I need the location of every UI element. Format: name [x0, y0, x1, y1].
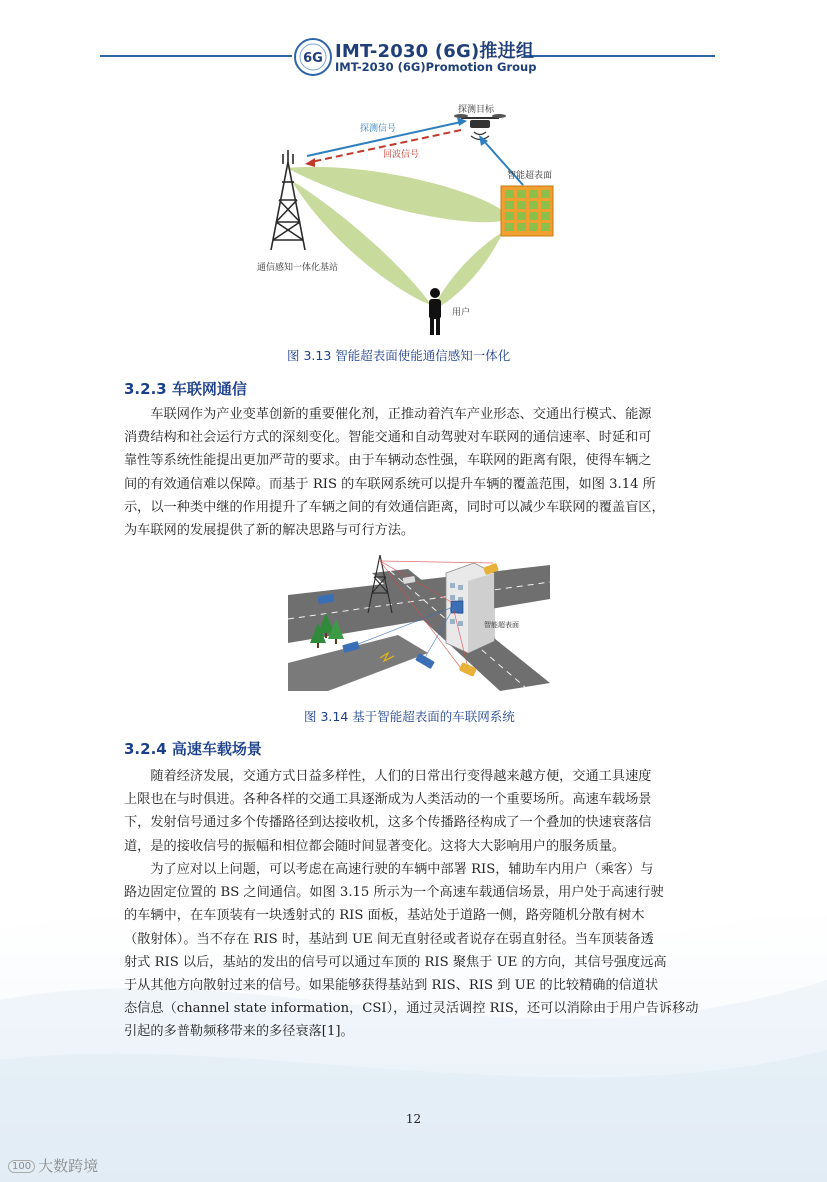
- paragraph-line: 为车联网的发展提供了新的解决思路与可行方法。: [124, 523, 415, 539]
- section-3-2-3-heading: 3.2.3 车联网通信: [124, 380, 247, 398]
- figure-3-14-vehicular-network-diagram: [288, 543, 550, 691]
- paragraph-line: 下，发射信号通过多个传播路径到达接收机，这多个传播路径构成了一个叠加的快速衰落信: [124, 815, 652, 831]
- label-user: 用户: [452, 308, 471, 318]
- base-station-tower-icon: [271, 150, 305, 250]
- paragraph-line: 的车辆中，在车顶装有一块透射式的 RIS 面板，基站处于道路一侧，路旁随机分散有树木: [124, 908, 645, 924]
- paragraph-line: 引起的多普勒频移带来的多径衰落[1]。: [124, 1024, 354, 1040]
- watermark: [8, 1155, 98, 1176]
- paragraph-line: 靠性等系统性能提出更加严苛的要求。由于车辆动态性强，车联网的距离有限，使得车辆之: [124, 453, 652, 469]
- user-person-icon: [429, 288, 441, 335]
- header-rule-left: [100, 55, 292, 57]
- paragraph-line: 间的有效通信难以保障。而基于 RIS 的车联网系统可以提升车辆的覆盖范围，如图 3.14 所: [124, 476, 656, 492]
- header-subtitle: IMT-2030 (6G)Promotion Group: [335, 60, 537, 74]
- label-ris: 智能超表面: [507, 171, 553, 181]
- header-title: IMT-2030 (6G)推进组: [335, 41, 535, 62]
- paragraph-line: 车联网作为产业变革创新的重要催化剂，正推动着汽车产业形态、交通出行模式、能源: [124, 407, 652, 422]
- page-number: 12: [405, 1112, 422, 1126]
- paragraph-line: 射式 RIS 以后，基站的发出的信号可以通过车顶的 RIS 聚焦于 UE 的方向，其信号强度远高: [124, 954, 667, 970]
- paragraph-line: 路边固定位置的 BS 之间通信。如图 3.15 所示为一个高速车载通信场景，用户处于高速行驶: [124, 885, 664, 901]
- ris-panel-icon: [501, 186, 553, 236]
- label-target: 探测目标: [458, 105, 495, 115]
- section-3-2-4-heading: 3.2.4 高速车载场景: [124, 740, 262, 758]
- paragraph-line: 态信息（channel state information，CSI），通过灵活调控 RIS，还可以消除由于用户告诉移动: [124, 1001, 699, 1017]
- watermark-badge: 100: [8, 1160, 35, 1173]
- header-rule-right: [525, 55, 715, 57]
- section-3-2-4-paragraph-1: [124, 765, 704, 858]
- logo-text: 6G: [303, 51, 323, 66]
- beam-ris-to-user: [433, 232, 503, 310]
- imt-2030-logo-icon: [293, 37, 333, 77]
- label-echo-signal: 回波信号: [383, 150, 420, 160]
- figure-3-13-caption: 图 3.13 智能超表面使能通信感知一体化: [287, 348, 511, 363]
- paragraph-line: 道，是的接收信号的振幅和相位都会随时间显著变化。这将大大影响用户的服务质量。: [124, 838, 626, 854]
- label-ris-314: 智能超表面: [484, 621, 519, 629]
- watermark-text: 大数跨境: [38, 1157, 99, 1175]
- section-3-2-3-paragraph: [124, 403, 704, 542]
- paragraph-line: （散射体）。当不存在 RIS 时，基站到 UE 间无直射径或者说存在弱直射径。当车顶装备透: [124, 931, 654, 947]
- figure-3-14-caption: 图 3.14 基于智能超表面的车联网系统: [304, 709, 515, 724]
- figure-3-13-isac-diagram: [255, 100, 585, 345]
- paragraph-line: 于从其他方向散射过来的信号。如果能够获得基站到 RIS、RIS 到 UE 的比较精确的信道状: [124, 978, 659, 994]
- paragraph-line: 消费结构和社会运行方式的深刻变化。智能交通和自动驾驶对车联网的通信速率、时延和可: [124, 430, 652, 446]
- paragraph-line: 示，以一种类中继的作用提升了车辆之间的有效通信距离，同时可以减少车联网的覆盖盲区，: [124, 499, 665, 515]
- label-base-station: 通信感知一体化基站: [257, 263, 339, 273]
- paragraph-line: 上限也在与时俱进。各种各样的交通工具逐渐成为人类活动的一个重要场所。高速车载场景: [124, 792, 652, 808]
- paragraph-line: 为了应对以上问题，可以考虑在高速行驶的车辆中部署 RIS，辅助车内用户（乘客）与: [124, 862, 654, 877]
- paragraph-line: 随着经济发展，交通方式日益多样性，人们的日常出行变得越来越方便，交通工具速度: [124, 769, 652, 784]
- label-probe-signal: 探测信号: [360, 124, 397, 134]
- section-3-2-4-paragraph-2: [124, 858, 704, 1044]
